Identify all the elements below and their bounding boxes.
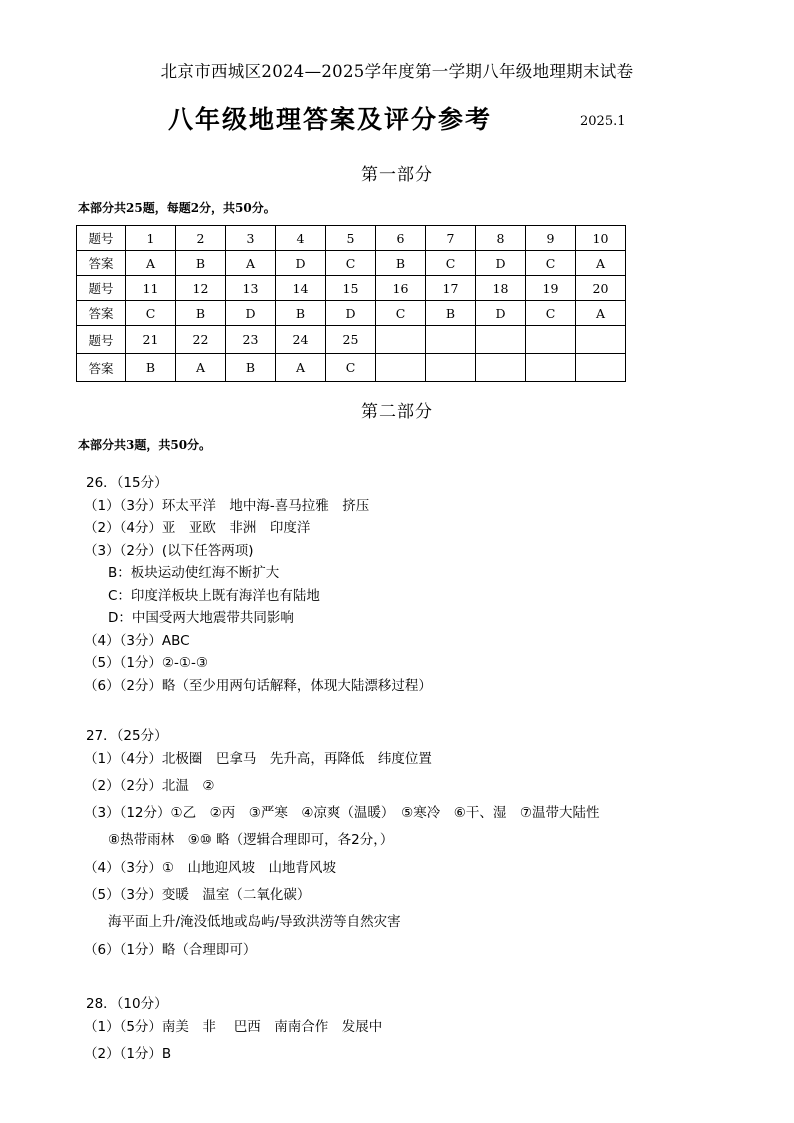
- answer-table-cell: 20: [576, 276, 626, 301]
- row-label: 题号: [77, 276, 126, 301]
- answer-table-cell: 2: [176, 226, 226, 251]
- answer-table-cell: D: [226, 301, 276, 326]
- answer-table-cell: B: [226, 354, 276, 382]
- answer-table-cell: 24: [276, 326, 326, 354]
- exam-date: 2025.1: [580, 114, 626, 129]
- answer-table-cell: 13: [226, 276, 276, 301]
- answer-table-cell: B: [376, 251, 426, 276]
- answer-table-cell: A: [276, 354, 326, 382]
- answer-table-row: [77, 354, 626, 382]
- part2-heading: 第二部分: [361, 402, 433, 422]
- row-label: 答案: [77, 251, 126, 276]
- answer-table-cell: 17: [426, 276, 476, 301]
- answer-table-cell: [426, 326, 476, 354]
- answer-table-cell: 21: [126, 326, 176, 354]
- q26-heading: 26．（15分）: [86, 475, 168, 491]
- answer-table-row: [77, 326, 626, 354]
- q27-answer-5: （5）（3分）变暖 温室（二氧化碳）: [84, 887, 311, 903]
- answer-table-cell: C: [376, 301, 426, 326]
- row-label: 题号: [77, 226, 126, 251]
- answer-table-cell: 16: [376, 276, 426, 301]
- answer-table-cell: A: [576, 251, 626, 276]
- answer-table-cell: B: [276, 301, 326, 326]
- answer-table-cell: 8: [476, 226, 526, 251]
- answer-table-cell: [476, 326, 526, 354]
- row-label: 答案: [77, 301, 126, 326]
- answer-table-cell: [376, 326, 426, 354]
- q26-answer-2: （2）（4分）亚 亚欧 非洲 印度洋: [84, 520, 311, 536]
- answer-table-cell: A: [176, 354, 226, 382]
- row-label: 答案: [77, 354, 126, 382]
- q27-answer-4: （4）（3分）① 山地迎风坡 山地背风坡: [84, 860, 337, 876]
- q26-answer-5: （5）（1分）②-①-③: [84, 655, 208, 671]
- answer-table-cell: 23: [226, 326, 276, 354]
- answer-table-row: [77, 226, 626, 251]
- answer-table-cell: 11: [126, 276, 176, 301]
- answer-table: [76, 225, 626, 382]
- part2-description: 本部分共3题，共50分。: [78, 438, 212, 452]
- q27-answer-3-continued: ⑧热带雨林 ⑨⑩ 略（逻辑合理即可，各2分，）: [108, 832, 394, 848]
- part1-description: 本部分共25题，每题2分，共50分。: [78, 201, 276, 215]
- answer-table-cell: 15: [326, 276, 376, 301]
- page-title: 八年级地理答案及评分参考: [168, 105, 493, 134]
- answer-table-cell: D: [476, 301, 526, 326]
- answer-table-cell: A: [226, 251, 276, 276]
- answer-table-cell: [526, 326, 576, 354]
- q27-answer-6: （6）（1分）略（合理即可）: [84, 942, 257, 958]
- answer-table-cell: [476, 354, 526, 382]
- q26-option-b: B：板块运动使红海不断扩大: [108, 565, 280, 581]
- answer-table-cell: [576, 354, 626, 382]
- q26-answer-1: （1）（3分）环太平洋 地中海-喜马拉雅 挤压: [84, 498, 370, 514]
- answer-table-cell: C: [426, 251, 476, 276]
- answer-table-cell: B: [176, 301, 226, 326]
- answer-table-cell: [376, 354, 426, 382]
- answer-table-cell: [526, 354, 576, 382]
- q27-heading: 27．（25分）: [86, 728, 168, 744]
- answer-table-cell: 7: [426, 226, 476, 251]
- answer-table-cell: 22: [176, 326, 226, 354]
- answer-table-cell: 6: [376, 226, 426, 251]
- answer-table-cell: C: [126, 301, 176, 326]
- answer-table-cell: B: [426, 301, 476, 326]
- answer-table-cell: D: [276, 251, 326, 276]
- answer-table-cell: A: [576, 301, 626, 326]
- q28-answer-1: （1）（5分）南美 非 巴西 南南合作 发展中: [84, 1019, 383, 1035]
- answer-table-cell: 18: [476, 276, 526, 301]
- q26-answer-4: （4）（3分）ABC: [84, 633, 190, 649]
- answer-table-row: [77, 301, 626, 326]
- answer-table-cell: 14: [276, 276, 326, 301]
- answer-table-cell: 5: [326, 226, 376, 251]
- q26-answer-6: （6）（2分）略（至少用两句话解释，体现大陆漂移过程）: [84, 678, 432, 694]
- answer-table-cell: 1: [126, 226, 176, 251]
- row-label: 题号: [77, 326, 126, 354]
- q28-answer-2: （2）（1分）B: [84, 1046, 172, 1062]
- answer-table-row: [77, 251, 626, 276]
- answer-table-cell: 4: [276, 226, 326, 251]
- q28-heading: 28．（10分）: [86, 996, 168, 1012]
- q26-option-d: D：中国受两大地震带共同影响: [108, 610, 294, 626]
- q27-answer-2: （2）（2分）北温 ②: [84, 778, 215, 794]
- answer-table-cell: C: [326, 251, 376, 276]
- answer-table-cell: B: [176, 251, 226, 276]
- answer-table-cell: 25: [326, 326, 376, 354]
- answer-table-row: [77, 276, 626, 301]
- answer-table-cell: 9: [526, 226, 576, 251]
- answer-table-cell: D: [326, 301, 376, 326]
- answer-table-cell: C: [326, 354, 376, 382]
- q27-answer-1: （1）（4分）北极圈 巴拿马 先升高，再降低 纬度位置: [84, 751, 432, 767]
- answer-table-cell: 10: [576, 226, 626, 251]
- answer-table-cell: 12: [176, 276, 226, 301]
- exam-header: 北京市西城区2024—2025学年度第一学期八年级地理期末试卷: [160, 62, 634, 81]
- answer-table-cell: C: [526, 251, 576, 276]
- part1-heading: 第一部分: [361, 165, 433, 185]
- q27-answer-3: （3）（12分）①乙 ②丙 ③严寒 ④凉爽（温暖） ⑤寒冷 ⑥干、湿 ⑦温带大陆性: [84, 805, 600, 821]
- q26-option-c: C：印度洋板块上既有海洋也有陆地: [108, 588, 320, 604]
- answer-table-cell: 19: [526, 276, 576, 301]
- answer-table-cell: [426, 354, 476, 382]
- answer-table-cell: C: [526, 301, 576, 326]
- answer-table-cell: [576, 326, 626, 354]
- q26-answer-3: （3）（2分）(以下任答两项): [84, 543, 254, 559]
- answer-table-cell: D: [476, 251, 526, 276]
- q27-answer-5-continued: 海平面上升/淹没低地或岛屿/导致洪涝等自然灾害: [108, 914, 401, 930]
- answer-table-cell: B: [126, 354, 176, 382]
- answer-table-cell: A: [126, 251, 176, 276]
- answer-table-cell: 3: [226, 226, 276, 251]
